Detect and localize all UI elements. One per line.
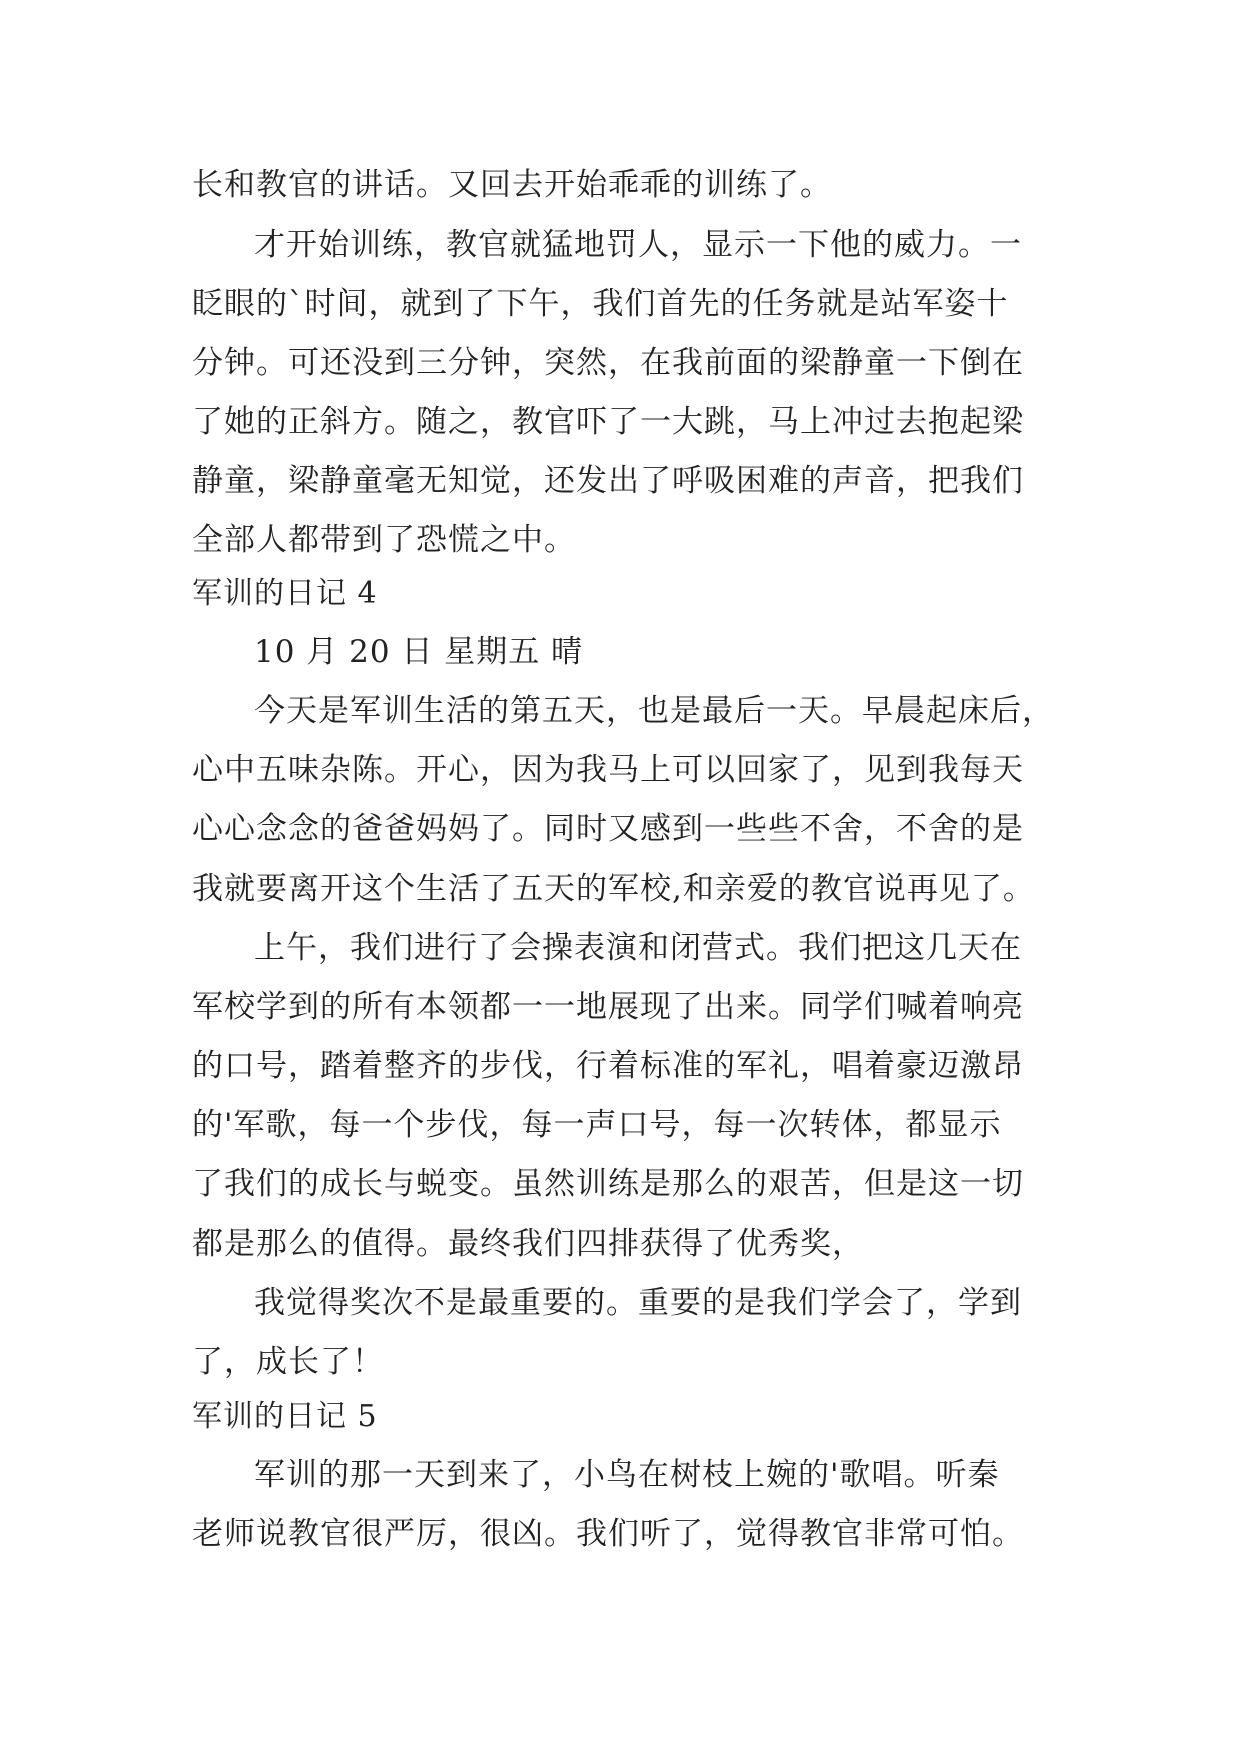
paragraph-line: 老师说教官很严厉，很凶。我们听了，觉得教官非常可怕。	[192, 1516, 1024, 1552]
paragraph-line: 上午，我们进行了会操表演和闭营式。我们把这几天在	[254, 930, 1022, 966]
paragraph-line: 了她的正斜方。随之，教官吓了一大跳，马上冲过去抱起梁	[192, 404, 1024, 440]
paragraph-line: 心中五味杂陈。开心，因为我马上可以回家了，见到我每天	[192, 752, 1024, 788]
section-heading: 军训的日记 5	[192, 1399, 378, 1434]
date-line: 10 月 20 日 星期五 晴	[254, 634, 584, 670]
paragraph-line: 军校学到的所有本领都一一地展现了出来。同学们喊着响亮	[192, 989, 1024, 1025]
paragraph-line: 静童，梁静童毫无知觉，还发出了呼吸困难的声音，把我们	[192, 463, 1024, 499]
paragraph-line: 今天是军训生活的第五天，也是最后一天。早晨起床后，	[254, 693, 1054, 729]
paragraph-line: 我就要离开这个生活了五天的军校,和亲爱的教官说再见了。	[192, 871, 1035, 907]
section-heading: 军训的日记 4	[192, 576, 378, 611]
paragraph-line: 我觉得奖次不是最重要的。重要的是我们学会了，学到	[254, 1285, 1022, 1321]
paragraph-line: 了我们的成长与蜕变。虽然训练是那么的艰苦，但是这一切	[192, 1166, 1024, 1202]
paragraph-line: 军训的那一天到来了，小鸟在树枝上婉的'歌唱。听秦	[254, 1457, 1000, 1493]
paragraph-line: 了，成长了！	[192, 1344, 384, 1380]
paragraph-line: 心心念念的爸爸妈妈了。同时又感到一些些不舍，不舍的是	[192, 811, 1024, 847]
paragraph-line: 全部人都带到了恐慌之中。	[192, 522, 576, 558]
paragraph-line: 长和教官的讲话。又回去开始乖乖的训练了。	[192, 167, 832, 203]
paragraph-line: 都是那么的值得。最终我们四排获得了优秀奖，	[192, 1226, 864, 1262]
paragraph-line: 眨眼的`时间，就到了下午，我们首先的任务就是站军姿十	[192, 286, 1009, 322]
paragraph-line: 的口号，踏着整齐的步伐，行着标准的军礼，唱着豪迈激昂	[192, 1048, 1024, 1084]
paragraph-line: 才开始训练，教官就猛地罚人，显示一下他的威力。一	[254, 227, 1022, 263]
paragraph-line: 分钟。可还没到三分钟，突然，在我前面的梁静童一下倒在	[192, 345, 1024, 381]
paragraph-line: 的'军歌，每一个步伐，每一声口号，每一次转体，都显示	[192, 1107, 1002, 1143]
